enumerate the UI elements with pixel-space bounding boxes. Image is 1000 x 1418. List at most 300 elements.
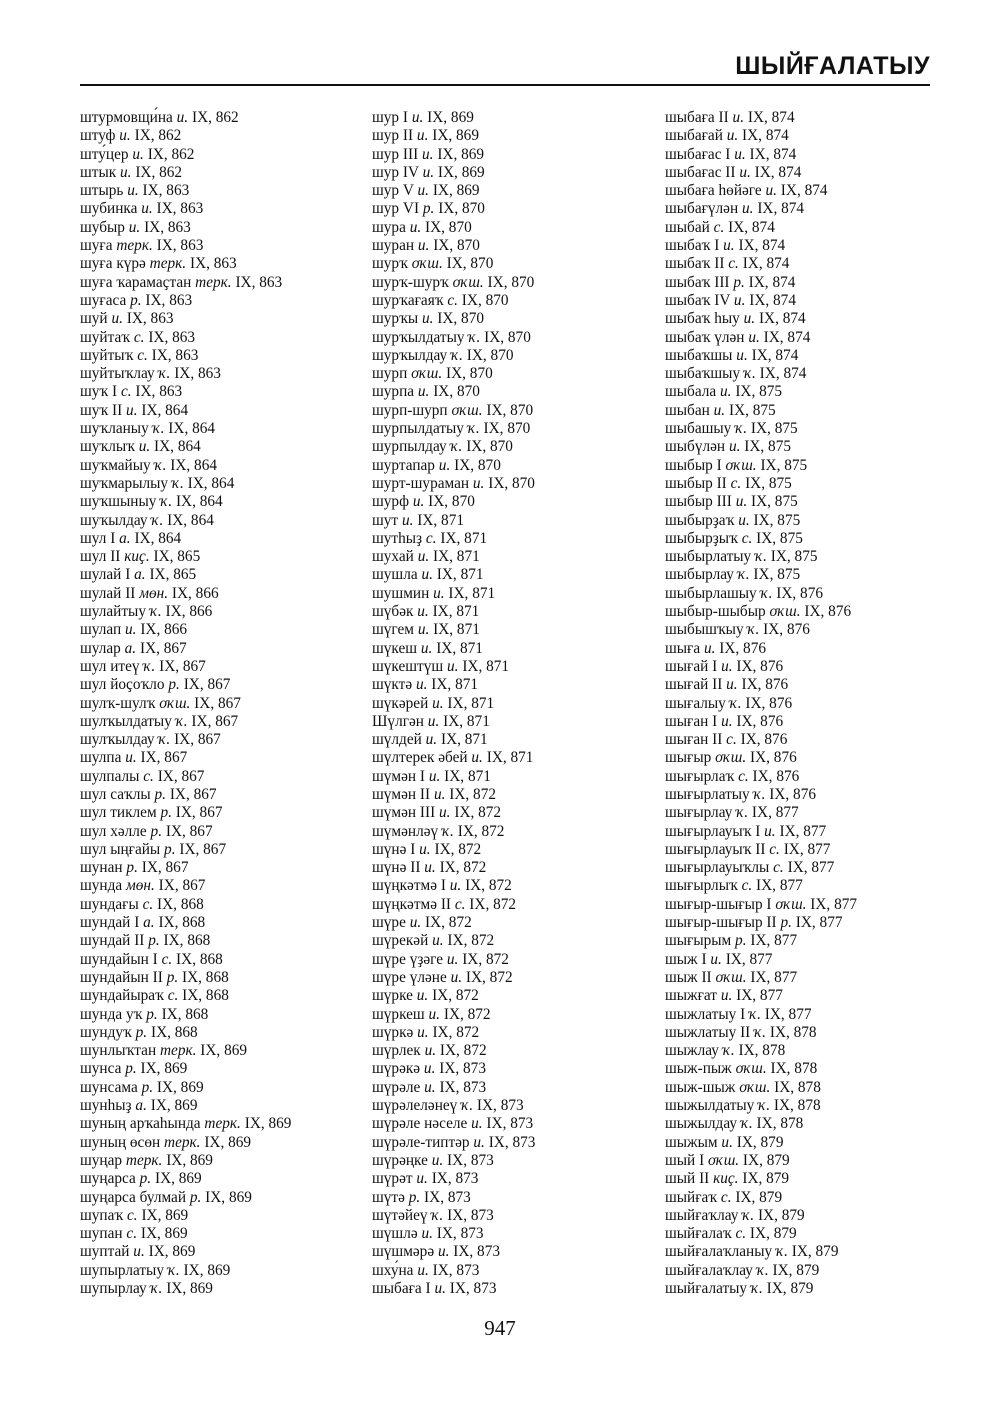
entry-reference: IX, 877 (764, 1005, 812, 1023)
entry-headword: шурҡ-шурҡ (372, 273, 449, 291)
entry-part-of-speech: с. (713, 218, 725, 236)
entry-headword: шур III (372, 145, 419, 163)
entry-part-of-speech: ҡ. (158, 365, 171, 383)
dictionary-entry (80, 1134, 291, 1152)
entry-headword: шыж-пыж (665, 1060, 732, 1078)
entry-headword: шундайын II (80, 968, 163, 986)
dictionary-entry (665, 896, 857, 914)
entry-reference: IX, 873 (432, 1261, 480, 1279)
entry-reference: IX, 869 (154, 1170, 202, 1188)
entry-headword: шыбаҡ III (665, 273, 730, 291)
entry-reference: IX, 876 (736, 712, 784, 730)
entry-part-of-speech: р. (780, 914, 792, 932)
dictionary-entry (665, 1170, 857, 1188)
entry-reference: IX, 864 (187, 474, 235, 492)
entry-part-of-speech: и. (728, 438, 741, 456)
entry-part-of-speech: оҡш. (725, 456, 757, 474)
entry-headword: шүрлек (372, 1042, 421, 1060)
entry-part-of-speech: ҡ. (160, 493, 173, 511)
entry-part-of-speech: и. (420, 639, 433, 657)
dictionary-entry (665, 804, 857, 822)
entry-headword: шуҡылдау (80, 511, 148, 529)
entry-reference: IX, 867 (194, 694, 241, 712)
entry-reference: IX, 864 (154, 438, 201, 456)
entry-reference: IX, 877 (756, 877, 803, 895)
entry-reference: IX, 875 (756, 529, 803, 547)
entry-reference: IX, 876 (776, 584, 824, 602)
entry-headword: шыйғаҡ (665, 1188, 718, 1206)
dictionary-entry (665, 420, 857, 438)
entry-reference: IX, 863 (151, 346, 199, 364)
entry-part-of-speech: и. (411, 109, 424, 126)
entry-headword: шушмин (372, 584, 430, 602)
entry-part-of-speech: и. (721, 712, 733, 730)
entry-headword: шыбала (665, 383, 717, 401)
header-title: ШЫЙҒАЛАТЫУ (735, 52, 930, 80)
entry-reference: IX, 872 (465, 968, 513, 986)
entry-part-of-speech: и. (765, 182, 777, 200)
entry-reference: IX, 867 (157, 767, 205, 785)
dictionary-entry (665, 219, 857, 237)
entry-reference: IX, 870 (466, 438, 513, 456)
dictionary-entry (80, 969, 291, 987)
entry-reference: IX, 869 (244, 1115, 292, 1133)
dictionary-entry (665, 1262, 857, 1280)
entry-reference: IX, 868 (182, 968, 229, 986)
dictionary-entry (372, 475, 535, 493)
dictionary-entry (665, 1207, 857, 1225)
entry-part-of-speech: с. (773, 859, 784, 877)
dictionary-entry (665, 475, 857, 493)
entry-headword: шыбай (665, 218, 710, 236)
entry-part-of-speech: р. (146, 1005, 158, 1023)
entry-part-of-speech: и. (471, 749, 483, 767)
entry-part-of-speech: и. (472, 474, 485, 492)
entry-reference: IX, 871 (433, 548, 480, 566)
entry-headword: Шүлгән (372, 712, 424, 730)
dictionary-entry (372, 859, 535, 877)
entry-part-of-speech: и. (412, 493, 425, 511)
entry-headword: шүтә (372, 1188, 405, 1206)
entry-headword: шыйғалаҡ (665, 1225, 732, 1243)
dictionary-entry (665, 1280, 857, 1298)
entry-part-of-speech: и. (748, 328, 760, 346)
entry-reference: IX, 874 (747, 109, 795, 126)
entry-part-of-speech: и. (416, 987, 429, 1005)
entry-part-of-speech: и. (417, 548, 430, 566)
entry-reference: IX, 873 (439, 1060, 486, 1078)
dictionary-entry (665, 841, 857, 859)
entry-part-of-speech: терк. (164, 1133, 201, 1151)
entry-part-of-speech: ҡ. (753, 785, 766, 803)
entry-part-of-speech: и. (710, 950, 722, 968)
entry-reference: IX, 874 (754, 163, 802, 181)
entry-part-of-speech: и. (417, 237, 430, 255)
entry-reference: IX, 863 (144, 218, 191, 236)
dictionary-entry (80, 1225, 291, 1243)
entry-part-of-speech: р. (139, 1170, 152, 1188)
dictionary-entry (372, 566, 535, 584)
dictionary-entry (80, 1280, 291, 1298)
dictionary-entry (665, 438, 857, 456)
entry-reference: IX, 868 (182, 987, 229, 1005)
entry-reference: IX, 870 (454, 456, 501, 474)
entry-part-of-speech: и. (723, 237, 735, 255)
dictionary-entry (80, 603, 291, 621)
entry-part-of-speech: и. (126, 401, 138, 419)
entry-reference: IX, 868 (176, 950, 223, 968)
entry-headword: шуңарса булмай (80, 1188, 187, 1206)
entry-part-of-speech: и. (434, 1280, 446, 1297)
dictionary-entry (80, 987, 291, 1005)
entry-part-of-speech: р. (150, 822, 163, 840)
entry-headword: шуптай (80, 1243, 130, 1261)
entry-headword: шунсама (80, 1078, 138, 1096)
entry-reference: IX, 873 (439, 1078, 487, 1096)
entry-part-of-speech: ҡ. (743, 365, 756, 383)
entry-reference: IX, 874 (763, 328, 811, 346)
entry-part-of-speech: ҡ. (431, 1206, 444, 1224)
entry-part-of-speech: р. (733, 273, 745, 291)
entry-reference: IX, 867 (139, 639, 187, 657)
dictionary-entry (665, 200, 857, 218)
entry-headword: шүлдей (372, 731, 422, 749)
entry-part-of-speech: и. (733, 291, 746, 309)
entry-headword: шүнә II (372, 859, 421, 877)
dictionary-entry (665, 676, 857, 694)
entry-part-of-speech: оҡш. (775, 895, 807, 913)
entry-reference: IX, 867 (191, 712, 239, 730)
entry-headword: шыжғат (665, 987, 717, 1005)
entry-headword: шундай I (80, 914, 140, 932)
entry-reference: IX, 864 (141, 401, 189, 419)
entry-reference: IX, 863 (174, 365, 221, 383)
entry-part-of-speech: оҡш. (708, 1151, 740, 1169)
entry-headword: шығырлаҡ (665, 767, 735, 785)
entry-reference: IX, 867 (169, 785, 217, 803)
entry-headword: шурф (372, 493, 409, 511)
entry-reference: IX, 879 (736, 1133, 784, 1151)
entry-part-of-speech: терк. (195, 273, 232, 291)
entry-reference: IX, 871 (417, 511, 465, 529)
entry-part-of-speech: ҡ. (154, 456, 167, 474)
entry-reference: IX, 874 (742, 127, 789, 145)
entry-headword: шурпылдатыу (372, 420, 464, 438)
entry-part-of-speech: р. (130, 291, 142, 309)
entry-headword: шығырлау (665, 804, 733, 822)
entry-part-of-speech: р. (154, 785, 166, 803)
dictionary-entry (372, 164, 535, 182)
entry-part-of-speech: ҡ. (149, 603, 162, 621)
entry-reference: IX, 877 (783, 840, 831, 858)
dictionary-entry (80, 768, 291, 786)
dictionary-entry (665, 1097, 857, 1115)
entry-part-of-speech: киҫ. (124, 548, 150, 566)
entry-part-of-speech: ҡ. (171, 474, 184, 492)
entry-reference: IX, 876 (741, 676, 789, 694)
entry-part-of-speech: ҡ. (441, 822, 454, 840)
entry-part-of-speech: и. (703, 639, 716, 657)
entry-headword: шур V (372, 182, 414, 200)
entry-headword: шул йоҫоҡло (80, 676, 165, 694)
entry-headword: шту́цер (80, 145, 129, 163)
entry-reference: IX, 874 (749, 291, 796, 309)
entry-headword: шыбаҡшыу (665, 365, 741, 383)
entry-headword: шығырым (665, 932, 732, 950)
entry-reference: IX, 864 (134, 529, 182, 547)
entry-headword: шығырлауыҡ II (665, 840, 766, 858)
entry-reference: IX, 863 (126, 310, 174, 328)
entry-headword: шулпалы (80, 767, 140, 785)
entry-part-of-speech: ҡ. (175, 712, 188, 730)
entry-part-of-speech: и. (720, 383, 732, 401)
entry-reference: IX, 879 (742, 1151, 790, 1169)
dictionary-entry (80, 896, 291, 914)
entry-part-of-speech: ҡ. (749, 1005, 761, 1023)
dictionary-entry (665, 365, 857, 383)
dictionary-entry (372, 329, 535, 347)
entry-part-of-speech: и. (417, 603, 429, 621)
entry-reference: IX, 874 (759, 365, 807, 383)
entry-part-of-speech: и. (735, 493, 748, 511)
dictionary-entry (80, 182, 291, 200)
entry-part-of-speech: оҡш. (159, 694, 191, 712)
entry-part-of-speech: и. (726, 127, 739, 145)
entry-reference: IX, 869 (200, 1042, 248, 1060)
entry-part-of-speech: и. (422, 145, 434, 163)
entry-reference: IX, 876 (769, 785, 817, 803)
dictionary-entry (665, 731, 857, 749)
dictionary-entry (665, 1042, 857, 1060)
dictionary-entry (665, 402, 857, 420)
entry-headword: шурп (372, 365, 408, 383)
entry-part-of-speech: и. (449, 877, 462, 895)
entry-reference: IX, 877 (787, 859, 835, 877)
dictionary-entry (80, 530, 291, 548)
entry-headword: шутһыҙ (372, 529, 423, 547)
entry-reference: IX, 870 (438, 200, 485, 218)
dictionary-entry (665, 877, 857, 895)
entry-reference: IX, 867 (183, 676, 231, 694)
entry-reference: IX, 872 (447, 932, 495, 950)
entry-part-of-speech: и. (446, 950, 459, 968)
entry-part-of-speech: терк. (159, 1042, 197, 1060)
entry-part-of-speech: и. (401, 511, 414, 529)
entry-headword: шул саҡлы (80, 785, 151, 803)
entry-reference: IX, 870 (446, 255, 494, 273)
dictionary-entry (372, 1243, 535, 1261)
entry-headword: шыбаға I (372, 1280, 431, 1297)
entry-reference: IX, 871 (447, 694, 495, 712)
entry-part-of-speech: и. (119, 127, 131, 145)
dictionary-entry (80, 877, 291, 895)
dictionary-entry (372, 402, 535, 420)
entry-reference: IX, 874 (748, 273, 796, 291)
entry-headword: шыған II (665, 731, 723, 749)
entry-headword: шыж I (665, 950, 707, 968)
entry-reference: IX, 873 (486, 1115, 534, 1133)
entry-reference: IX, 873 (488, 1133, 536, 1151)
entry-headword: шыбышҡыу (665, 621, 744, 639)
dictionary-entry (372, 731, 535, 749)
entry-part-of-speech: с. (143, 767, 154, 785)
dictionary-entry (665, 274, 857, 292)
entry-reference: IX, 863 (142, 182, 190, 200)
page-number: 947 (484, 1316, 516, 1340)
dictionary-entry (665, 823, 857, 841)
entry-reference: IX, 870 (425, 218, 472, 236)
entry-headword: шуйтыҡ (80, 346, 134, 364)
entry-part-of-speech: с. (454, 895, 466, 913)
entry-reference: IX, 869 (140, 1060, 188, 1078)
entry-headword: шху́на (372, 1261, 414, 1279)
entry-reference: IX, 862 (135, 163, 183, 181)
entry-reference: IX, 871 (462, 657, 510, 675)
entry-headword: шыбаҡ IV (665, 291, 731, 309)
entry-part-of-speech: р. (164, 840, 176, 858)
entry-headword: шүңкәтмә II (372, 895, 452, 913)
entry-part-of-speech: ҡ. (758, 1097, 771, 1115)
entry-headword: шуңар (80, 1151, 123, 1169)
entry-headword: шүрәле нәселе (372, 1115, 468, 1133)
entry-part-of-speech: и. (417, 383, 430, 401)
dictionary-entry (80, 493, 291, 511)
entry-reference: IX, 869 (432, 127, 479, 145)
entry-part-of-speech: и. (422, 163, 435, 181)
entry-part-of-speech: и. (127, 182, 139, 200)
entry-part-of-speech: и. (432, 694, 444, 712)
entry-reference: IX, 873 (447, 1206, 494, 1224)
entry-headword: шүмәнләү (372, 822, 439, 840)
entry-reference: IX, 871 (443, 712, 490, 730)
entry-reference: IX, 878 (773, 1097, 821, 1115)
entry-headword: шыйғаҡлау (665, 1206, 739, 1224)
entry-headword: шыйғалаҡлау (665, 1261, 753, 1279)
entry-headword: шурҡ (372, 255, 408, 273)
entry-headword: шурпа (372, 383, 415, 401)
dictionary-entry (80, 420, 291, 438)
dictionary-entry (372, 1006, 535, 1024)
dictionary-entry (372, 146, 535, 164)
entry-reference: IX, 869 (150, 1097, 198, 1115)
entry-part-of-speech: р. (168, 676, 180, 694)
entry-headword: шуйтаҡ (80, 328, 131, 346)
entry-reference: IX, 878 (769, 1023, 817, 1041)
entry-reference: IX, 872 (439, 1042, 487, 1060)
entry-headword: шығыр-шығыр II (665, 914, 777, 932)
entry-part-of-speech: терк. (116, 237, 153, 255)
entry-reference: IX, 879 (791, 1243, 839, 1261)
dictionary-entry (80, 512, 291, 530)
entry-reference: IX, 878 (756, 1115, 804, 1133)
entry-reference: IX, 866 (165, 603, 213, 621)
entry-part-of-speech: и. (409, 914, 422, 932)
dictionary-entry (372, 603, 535, 621)
entry-reference: IX, 870 (446, 365, 493, 383)
entry-reference: IX, 872 (449, 785, 496, 803)
entry-reference: IX, 876 (736, 657, 784, 675)
entry-headword: шуның арҡаһында (80, 1115, 201, 1133)
dictionary-entry (665, 347, 857, 365)
entry-headword: шыбашыу (665, 420, 732, 438)
dictionary-entry (372, 109, 535, 127)
entry-headword: шулар (80, 639, 121, 657)
entry-part-of-speech: р. (148, 932, 160, 950)
entry-reference: IX, 864 (168, 420, 216, 438)
dictionary-entry (372, 512, 535, 530)
dictionary-entry (80, 1060, 291, 1078)
dictionary-entry (80, 292, 291, 310)
entry-headword: шыбыр-шыбыр (665, 603, 766, 621)
entry-headword: шурпылдау (372, 438, 447, 456)
entry-headword: шунса (80, 1060, 122, 1078)
dictionary-entry (372, 310, 535, 328)
entry-headword: шуңарса (80, 1170, 136, 1188)
entry-reference: IX, 870 (433, 237, 480, 255)
entry-part-of-speech: с. (741, 529, 753, 547)
dictionary-entry (665, 969, 857, 987)
entry-headword: шыбырҙыҡ (665, 529, 738, 547)
entry-reference: IX, 875 (770, 548, 818, 566)
dictionary-entry (372, 1024, 535, 1042)
entry-part-of-speech: с. (728, 255, 739, 273)
entry-reference: IX, 875 (728, 401, 776, 419)
entry-column-3 (665, 109, 857, 1298)
entry-reference: IX, 875 (753, 511, 801, 529)
entry-reference: IX, 877 (736, 987, 783, 1005)
entry-reference: IX, 864 (175, 493, 223, 511)
entry-headword: шүре үҙәге (372, 950, 444, 968)
entry-part-of-speech: и. (120, 163, 132, 181)
dictionary-entry (372, 1280, 535, 1298)
entry-reference: IX, 870 (437, 310, 485, 328)
entry-headword: шуҡмарылыу (80, 474, 169, 492)
entry-headword: шуртапар (372, 456, 435, 474)
dictionary-entry (80, 146, 291, 164)
entry-reference: IX, 878 (770, 1060, 818, 1078)
dictionary-entry (665, 585, 857, 603)
entry-reference: IX, 867 (174, 731, 221, 749)
entry-part-of-speech: терк. (125, 1151, 163, 1169)
entry-headword: шыбыр III (665, 493, 732, 511)
dictionary-entry (665, 695, 857, 713)
dictionary-entry (372, 530, 535, 548)
dictionary-entry (665, 1079, 857, 1097)
dictionary-entry (80, 932, 291, 950)
entry-part-of-speech: и. (427, 712, 440, 730)
dictionary-entry (665, 1225, 857, 1243)
entry-part-of-speech: ҡ. (747, 621, 760, 639)
entry-headword: шулай I (80, 566, 131, 584)
dictionary-entry (372, 1079, 535, 1097)
dictionary-entry (80, 329, 291, 347)
dictionary-entry (372, 347, 535, 365)
entry-reference: IX, 869 (140, 1225, 188, 1243)
entry-reference: IX, 876 (752, 767, 800, 785)
entry-headword: шүлтерек әбей (372, 749, 468, 767)
entry-part-of-speech: киҫ. (713, 1170, 739, 1188)
entry-headword: шығыр (665, 749, 712, 767)
dictionary-entry (665, 383, 857, 401)
entry-part-of-speech: р. (126, 859, 138, 877)
dictionary-entry (665, 1115, 857, 1133)
entry-part-of-speech: оҡш. (411, 255, 443, 273)
entry-reference: IX, 863 (148, 328, 196, 346)
entry-headword: шығай II (665, 676, 723, 694)
entry-reference: IX, 871 (440, 731, 488, 749)
entry-headword: шыжылдау (665, 1115, 737, 1133)
entry-part-of-speech: р. (160, 804, 172, 822)
